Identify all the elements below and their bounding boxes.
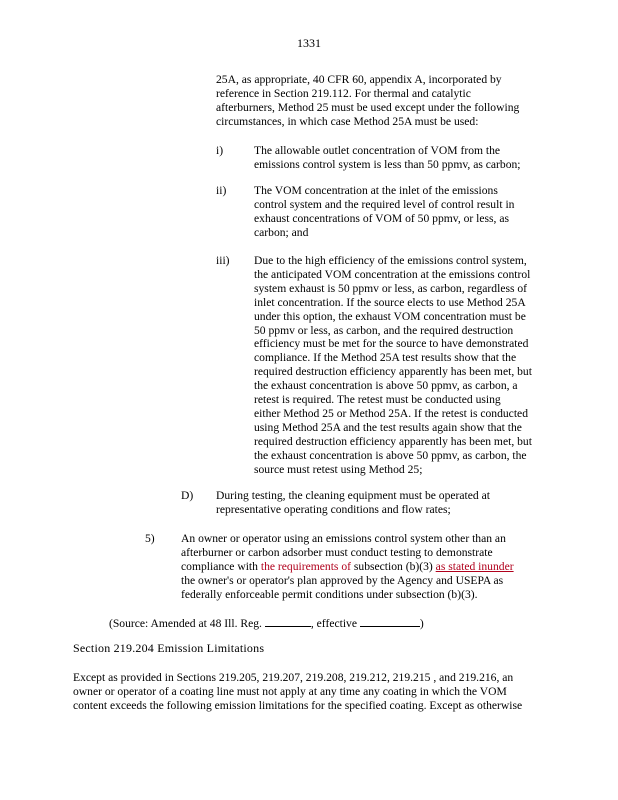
item-line: representative operating conditions and flow rates;: [216, 502, 451, 516]
body-line: Except as provided in Sections 219.205, 219.207, 219.208, 219.212, 219.215 , and 219.216, an: [73, 671, 514, 684]
item-line: An owner or operator using an emissions control system other than an: [181, 532, 506, 545]
item-line: Due to the high efficiency of the emissions control system,: [254, 254, 527, 267]
item-line: efficiency must be met for the source to have demonstrated: [254, 337, 529, 351]
item-line: carbon; and: [254, 225, 309, 239]
body-line: content exceeds the following emission limitations for the specified coating. Except as otherwise: [73, 698, 523, 712]
text-run: subsection (b)(3): [350, 559, 436, 573]
item-line: under this option, the exhaust VOM concentration must be: [254, 309, 526, 323]
item-5-text: [181, 532, 514, 602]
body-line: owner or operator of a coating line must not apply at any time any coating in which the VOM: [73, 684, 507, 698]
item-d-label: D): [181, 489, 194, 502]
item-line: federally enforceable permit conditions under subsection (b)(3).: [181, 587, 478, 601]
item-ii-text: [254, 184, 514, 240]
intro-line: afterburners, Method 25 must be used except under the following: [216, 100, 520, 114]
effective-date-blank: [360, 616, 420, 627]
item-line: retest is required. The retest must be conducted using: [254, 393, 501, 407]
item-line: control system and the required level of control result in: [254, 197, 515, 211]
intro-line: reference in Section 219.112. For thermal and catalytic: [216, 86, 471, 100]
item-line: The VOM concentration at the inlet of the emissions: [254, 184, 498, 197]
inserted-underlined-text: as stated inunder: [435, 559, 514, 573]
item-line: [181, 560, 514, 574]
item-line: 50 ppmv or less, as carbon, and the required destruction: [254, 323, 514, 337]
page-number: 1331: [297, 36, 321, 50]
item-iii-text: [254, 254, 532, 477]
item-line: emissions control system is less than 50 ppmv, as carbon;: [254, 157, 521, 171]
item-i-text: [254, 144, 521, 172]
item-iii-label: iii): [216, 254, 230, 267]
register-blank: [265, 616, 311, 627]
item-line: system exhaust is 50 ppmv or less, as carbon, regardless of: [254, 281, 528, 295]
item-line: the exhaust concentration is above 50 ppmv, as carbon, the: [254, 448, 527, 462]
item-ii-label: ii): [216, 184, 227, 197]
source-note: [109, 616, 424, 631]
source-suffix: ): [419, 617, 424, 630]
source-middle: , effective: [310, 617, 357, 630]
item-line: required destruction efficiency apparently has been met, but: [254, 434, 532, 448]
item-line: source must retest using Method 25;: [254, 462, 423, 476]
item-line: inlet concentration. If the source elects to use Method 25A: [254, 295, 526, 309]
item-5-label: 5): [145, 532, 155, 545]
item-line: During testing, the cleaning equipment must be operated at: [216, 489, 490, 502]
intro-paragraph: [216, 73, 519, 129]
inserted-text: the requirements of: [260, 559, 351, 573]
item-line: using Method 25A and the test results again show that the: [254, 420, 522, 434]
section-heading: Section 219.204 Emission Limitations: [73, 641, 265, 655]
item-line: the anticipated VOM concentration at the emissions control: [254, 267, 531, 281]
item-line: The allowable outlet concentration of VOM from the: [254, 144, 501, 157]
intro-line: circumstances, in which case Method 25A must be used:: [216, 114, 479, 128]
section-body: [73, 671, 522, 713]
text-run: compliance with: [181, 559, 261, 573]
item-line: the owner's or operator's plan approved by the Agency and USEPA as: [181, 573, 504, 587]
item-line: exhaust concentrations of VOM of 50 ppmv, or less, as: [254, 211, 510, 225]
item-line: afterburner or carbon adsorber must conduct testing to demonstrate: [181, 545, 493, 559]
item-line: required destruction efficiency apparently has been met, but: [254, 365, 532, 379]
item-line: either Method 25 or Method 25A. If the retest is conducted: [254, 406, 528, 420]
intro-line: 25A, as appropriate, 40 CFR 60, appendix A, incorporated by: [216, 73, 502, 86]
source-prefix: (Source: Amended at 48 Ill. Reg.: [109, 617, 262, 630]
item-line: compliance. If the Method 25A test results show that the: [254, 351, 517, 365]
item-d-text: [216, 489, 490, 517]
item-i-label: i): [216, 144, 224, 157]
item-line: the exhaust concentration is above 50 ppmv, as carbon, a: [254, 379, 518, 393]
